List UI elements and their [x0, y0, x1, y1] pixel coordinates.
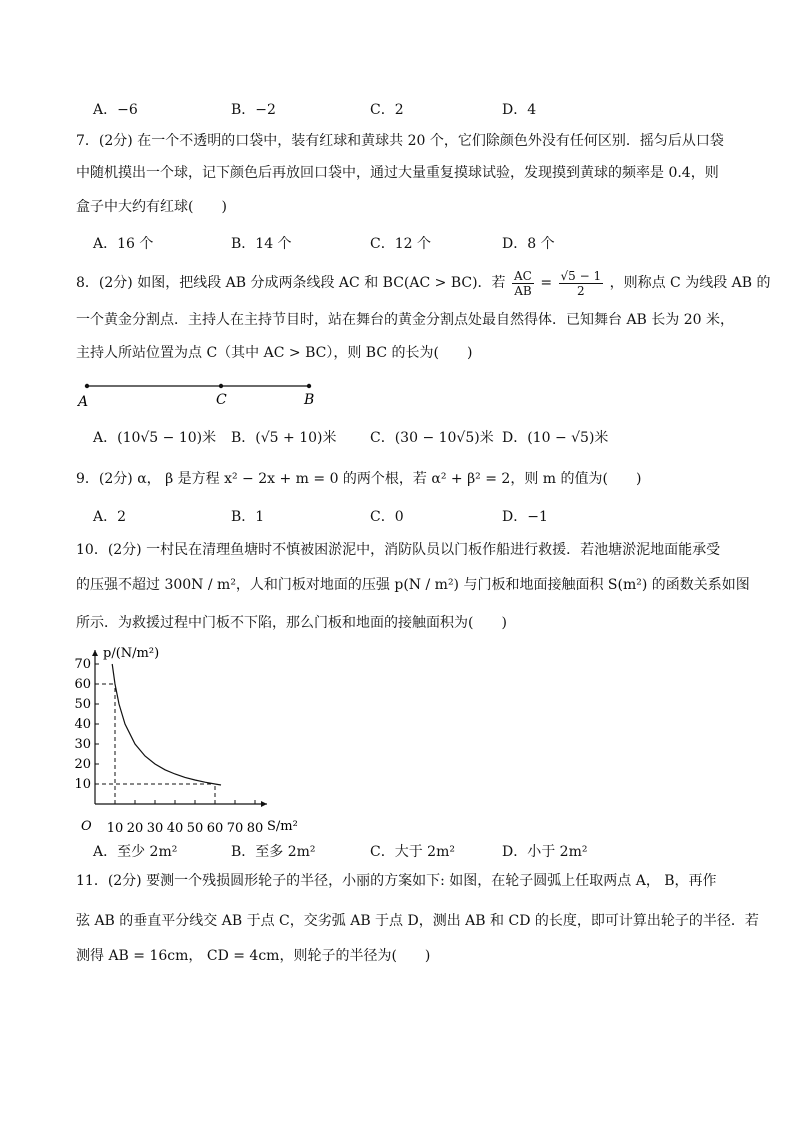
q10-text-line-1: 10．(2分) 一村民在清理鱼塘时不慎被困淤泥中，消防队员以门板作船进行救援．若池塘淤泥地面能承受	[76, 542, 721, 558]
q6-option-b[interactable]: B．−2	[231, 102, 276, 118]
q6-option-c[interactable]: C．2	[370, 102, 404, 118]
q7-text-line-1: 7．(2分) 在一个不透明的口袋中，装有红球和黄球共 20 个，它们除颜色外没有任何区别．摇匀后从口袋	[76, 133, 724, 149]
q8-options	[93, 428, 713, 448]
q8-text-line-3: 主持人所站位置为点 C（其中 AC > BC），则 BC 的长为( )	[76, 345, 473, 361]
q10-option-a[interactable]: A．至少 2m²	[93, 844, 178, 860]
q7-options	[93, 234, 713, 254]
ratio-fraction	[512, 269, 534, 298]
q8-line1-start: 8．(2分) 如图，把线段 AB 分成两条线段 AC 和 BC(AC > BC)．若	[76, 275, 506, 291]
x-tick-label: 20	[126, 821, 144, 836]
q10-option-d[interactable]: D．小于 2m²	[502, 844, 588, 860]
q7-option-d[interactable]: D．8 个	[502, 236, 555, 252]
y-axis-label: p/(N/m²)	[103, 646, 160, 661]
y-tick-label: 20	[74, 757, 91, 772]
y-tick-label: 30	[74, 737, 91, 752]
chart-axes	[92, 650, 267, 807]
pressure-area-chart	[70, 642, 320, 838]
x-axis-label: S/m²	[267, 819, 298, 834]
chart-guides	[95, 684, 215, 804]
q10-option-b[interactable]: B．至多 2m²	[231, 844, 316, 860]
golden-numerator: √5 − 1	[560, 268, 602, 283]
q8-option-c[interactable]: C．(30 − 10√5)米	[370, 430, 494, 446]
q9-option-d[interactable]: D．−1	[502, 509, 548, 525]
x-tick-label: 50	[186, 821, 204, 836]
q10-text-line-3: 所示．为救援过程中门板不下陷，那么门板和地面的接触面积为( )	[76, 615, 507, 631]
label-a: A	[78, 394, 89, 408]
q9-option-c[interactable]: C．0	[370, 509, 404, 525]
x-tick-label: 80	[246, 821, 264, 836]
point-b	[307, 384, 311, 388]
q6-option-a[interactable]: A．−6	[93, 102, 138, 118]
q8-text-line-2: 一个黄金分割点．主持人在主持节目时，站在舞台的黄金分割点处最自然得体．已知舞台 AB 长为 20 米，	[76, 312, 735, 328]
x-tick-label: 40	[166, 821, 184, 836]
q8-text-line-1	[76, 268, 771, 298]
x-tick-label: 60	[206, 821, 224, 836]
golden-fraction	[559, 269, 604, 298]
q7-option-c[interactable]: C．12 个	[370, 236, 431, 252]
q7-text-line-2: 中随机摸出一个球，记下颜色后再放回口袋中，通过大量重复摸球试验，发现摸到黄球的频率是 0.4，则	[76, 165, 719, 181]
y-axis-arrow	[92, 650, 98, 656]
q8-option-a[interactable]: A．(10√5 − 10)米	[93, 430, 217, 446]
x-tick-label: 70	[226, 821, 244, 836]
q9-text-line: 9．(2分) α， β 是方程 x² − 2x + m = 0 的两个根，若 α² + β² = 2，则 m 的值为( )	[76, 471, 642, 487]
golden-denominator: 2	[577, 283, 585, 298]
y-tick-label: 70	[74, 657, 91, 672]
q7-text-line-3: 盒子中大约有红球( )	[76, 199, 227, 215]
y-tick-label: 10	[74, 777, 91, 792]
label-c: C	[216, 392, 227, 408]
pressure-curve	[112, 664, 221, 785]
q10-text-line-2: 的压强不超过 300N / m²，人和门板对地面的压强 p(N / m²) 与门板和地面接触面积 S(m²) 的函数关系如图	[76, 577, 750, 593]
chart-series	[112, 664, 221, 785]
q6-options	[93, 100, 713, 120]
q9-option-a[interactable]: A．2	[93, 509, 127, 525]
y-tick-label: 60	[74, 677, 91, 692]
q7-option-a[interactable]: A．16 个	[93, 236, 154, 252]
y-tick-label: 50	[74, 697, 91, 712]
point-a	[85, 384, 89, 388]
point-c	[219, 384, 223, 388]
y-tick-label: 40	[74, 717, 91, 732]
q8-line1-end: ，则称点 C 为线段 AB 的	[609, 275, 771, 291]
ratio-numerator: AC	[514, 268, 532, 283]
segment-figure	[76, 378, 336, 408]
x-tick-label: 30	[146, 821, 164, 836]
ratio-denominator: AB	[514, 283, 532, 298]
q7-option-b[interactable]: B．14 个	[231, 236, 292, 252]
label-b: B	[304, 392, 315, 408]
q11-text-line-3: 测得 AB = 16cm， CD = 4cm，则轮子的半径为( )	[76, 948, 431, 964]
q8-option-d[interactable]: D．(10 − √5)米	[502, 430, 609, 446]
q11-text-line-1: 11．(2分) 要测一个残损圆形轮子的半径，小丽的方案如下: 如图，在轮子圆弧上任取两点 A， B，再作	[76, 873, 717, 889]
ratio-equals: =	[540, 275, 553, 291]
q6-option-d[interactable]: D．4	[502, 102, 537, 118]
q11-text-line-2: 弦 AB 的垂直平分线交 AB 于点 C，交劣弧 AB 于点 D，测出 AB 和 CD 的长度，即可计算出轮子的半径．若	[76, 913, 759, 929]
q10-options	[93, 842, 713, 862]
x-tick-label: 10	[106, 821, 124, 836]
q9-option-b[interactable]: B．1	[231, 509, 265, 525]
q10-option-c[interactable]: C．大于 2m²	[370, 844, 455, 860]
x-axis-arrow	[261, 801, 267, 807]
origin-label: O	[81, 819, 92, 834]
q8-option-b[interactable]: B．(√5 + 10)米	[231, 430, 337, 446]
q9-options	[93, 507, 713, 527]
